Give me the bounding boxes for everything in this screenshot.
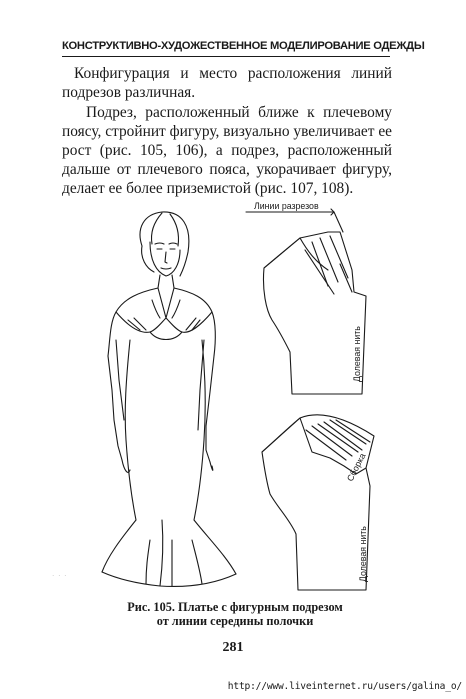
label-gather: Сборка: [344, 451, 368, 483]
page-number: 281: [222, 640, 244, 655]
skirt: [102, 340, 236, 587]
dress-illustration: [102, 212, 236, 587]
neck: [158, 275, 174, 288]
running-header: КОНСТРУКТИВНО-ХУДОЖЕСТВЕННОЕ МОДЕЛИРОВАНИЕ ОДЕЖДЫ: [62, 40, 425, 52]
figure-caption: [90, 600, 380, 628]
label-grain-upper: Долевая нить: [352, 326, 362, 382]
arrow-cut-lines: [246, 212, 343, 232]
pattern-upper: [246, 201, 366, 394]
caption-line-2: от линии середины полочки: [156, 614, 314, 628]
pattern-lower: [262, 415, 374, 590]
caption-line-1: Рис. 105. Платье с фигурным подрезом: [127, 600, 343, 614]
shoulders-arms: [108, 288, 215, 472]
upper-outline: [263, 232, 366, 394]
paragraph-1: Конфигурация и место расположения линий подрезов различная.: [62, 65, 392, 101]
label-grain-lower: Долевая нить: [358, 526, 368, 582]
paragraph-2: Подрез, расположенный ближе к плечевому поясу, стройнит фигуру, визуально увеличивает ее рост (рис. 105, 106), а подрез, расположенный дальше от плечевого пояса, укорачивает фигуру, делает ее более приземистой (рис. 107, 108).: [62, 104, 392, 197]
face: [150, 242, 180, 276]
footer-url[interactable]: http://www.liveinternet.ru/users/galina_o/: [227, 681, 462, 692]
scan-smudge: · · ·: [52, 572, 68, 580]
label-cut-lines: Линии разрезов: [254, 201, 319, 211]
